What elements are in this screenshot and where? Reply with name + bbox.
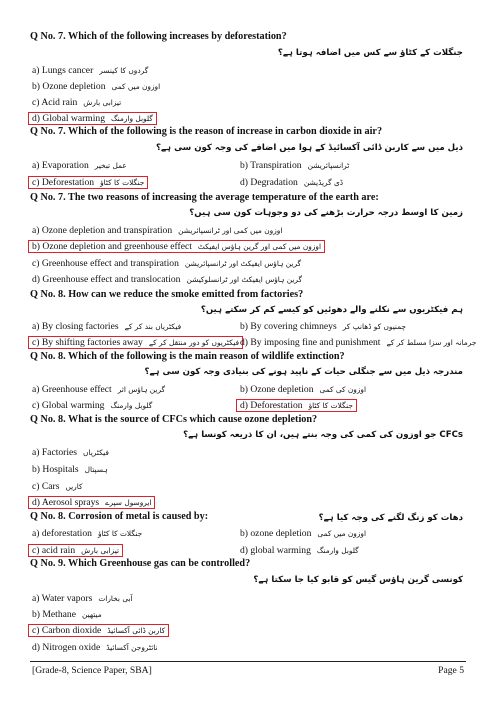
option-7d: d) global warming گلوبل وارمنگ: [240, 545, 359, 556]
option-4b: b) By covering chimneys چمنیوں کو ڈھانپ کر: [240, 321, 407, 332]
option-2c-answer: c) Deforestation جنگلات کا کٹاؤ: [32, 177, 148, 188]
question-3: Q No. 7. The two reasons of increasing the average temperature of the earth are:: [30, 192, 379, 203]
question-1: Q No. 7. Which of the following increases by deforestation?: [30, 31, 287, 42]
option-5b: b) Ozone depletion اوزون کی کمی: [240, 384, 367, 395]
question-5: Q No. 8. Which of the following is the main reason of wildlife extinction?: [30, 351, 345, 362]
option-6d-answer: d) Aerosol sprays ایروسول سپرے: [32, 497, 155, 508]
option-2b: b) Transpiration ٹرانسپائریشن: [240, 160, 350, 171]
option-8a: a) Water vapors آبی بخارات: [32, 593, 133, 604]
question-2-urdu: ذیل میں سے کاربن ڈائی آکسائیڈ کے ہوا میں اضافے کی وجہ کون سی ہے؟: [156, 143, 463, 153]
option-1d-answer: d) Global warming گلوبل وارمنگ: [32, 113, 157, 124]
option-3a: a) Ozone depletion and transpiration اوزون میں کمی اور ٹرانسپائریشن: [32, 225, 283, 236]
option-8c-answer: c) Carbon dioxide کاربن ڈائی آکسائیڈ: [32, 625, 169, 636]
option-1a: a) Lungs cancer گردوں کا کینسر: [32, 65, 149, 76]
option-7c-answer: c) acid rain تیزابی بارش: [32, 545, 123, 556]
option-7a: a) deforestation جنگلات کا کٹاؤ: [32, 528, 143, 539]
question-2: Q No. 7. Which of the following is the reason of increase in carbon dioxide in air?: [30, 126, 383, 137]
option-1c: c) Acid rain تیزابی بارش: [32, 97, 122, 108]
option-6c: c) Cars کاریں: [32, 481, 83, 492]
option-5d-answer: d) Deforestation جنگلات کا کٹاؤ: [240, 400, 357, 411]
question-6: Q No. 8. What is the source of CFCs which cause ozone depletion?: [30, 414, 318, 425]
option-8b: b) Methane میتھین: [32, 609, 102, 620]
footer-page-number: Page 5: [438, 665, 464, 676]
option-2a: a) Evaporation عمل تبخیر: [32, 160, 127, 171]
option-8d: d) Nitrogen oxide نائٹروجن آکسائیڈ: [32, 642, 158, 653]
question-7: Q No. 8. Corrosion of metal is caused by:: [30, 511, 209, 522]
question-3-urdu: زمین کا اوسط درجہ حرارت بڑھنے کی دو وجوہات کون سی ہیں؟: [189, 208, 463, 218]
option-4d: d) By imposing fine and punishment جرمانہ اور سزا مسلط کر کے: [240, 337, 477, 348]
option-3d: d) Greenhouse effect and translocation گرین ہاؤس ایفیکٹ اور ٹرانسلوکیشن: [32, 274, 302, 285]
question-5-urdu: مندرجہ ذیل میں سے جنگلی حیات کے ناپید ہونے کی بنیادی وجہ کون سی ہے؟: [144, 367, 463, 377]
question-4-urdu: ہم فیکٹریوں سے نکلنے والے دھوئیں کو کیسے کم کر سکتے ہیں؟: [200, 305, 463, 315]
question-1-urdu: جنگلات کے کٹاؤ سے کس میں اضافہ ہوتا ہے؟: [277, 48, 463, 58]
option-4a: a) By closing factories فیکٹریاں بند کر کے: [32, 321, 182, 332]
question-8-urdu: کونسی گرین ہاؤس گیس کو قابو کیا جا سکتا ہے؟: [253, 575, 463, 585]
footer-divider: [30, 661, 466, 662]
option-1b: b) Ozone depletion اوزون میں کمی: [32, 81, 161, 92]
option-2d: d) Degradation ڈی گریڈیشن: [240, 177, 344, 188]
footer-paper-info: [Grade-8, Science Paper, SBA]: [32, 665, 152, 676]
option-3c: c) Greenhouse effect and transpiration گرین ہاؤس ایفیکٹ اور ٹرانسپائریشن: [32, 258, 302, 269]
option-5a: a) Greenhouse effect گرین ہاؤس اثر: [32, 384, 166, 395]
option-7b: b) ozone depletion اوزون میں کمی: [240, 528, 367, 539]
question-4: Q No. 8. How can we reduce the smoke emitted from factories?: [30, 289, 304, 300]
option-6a: a) Factories فیکٹریاں: [32, 447, 109, 458]
option-3b-answer: b) Ozone depletion and greenhouse effect اوزون میں کمی اور گرین ہاؤس ایفیکٹ: [32, 241, 325, 252]
question-6-urdu: CFCs جو اوزون کی کمی کی وجہ بنتے ہیں، ان کا ذریعہ کونسا ہے؟: [183, 430, 463, 440]
question-8: Q No. 9. Which Greenhouse gas can be controlled?: [30, 558, 251, 569]
option-4c-answer: c) By shifting factories away فیکٹریوں کو دور منتقل کر کے: [32, 337, 243, 348]
option-6b: b) Hospitals ہسپتال: [32, 464, 108, 475]
option-5c: c) Global warming گلوبل وارمنگ: [32, 400, 153, 411]
question-7-urdu: دھات کو زنگ لگنے کی وجہ کیا ہے؟: [318, 513, 463, 523]
